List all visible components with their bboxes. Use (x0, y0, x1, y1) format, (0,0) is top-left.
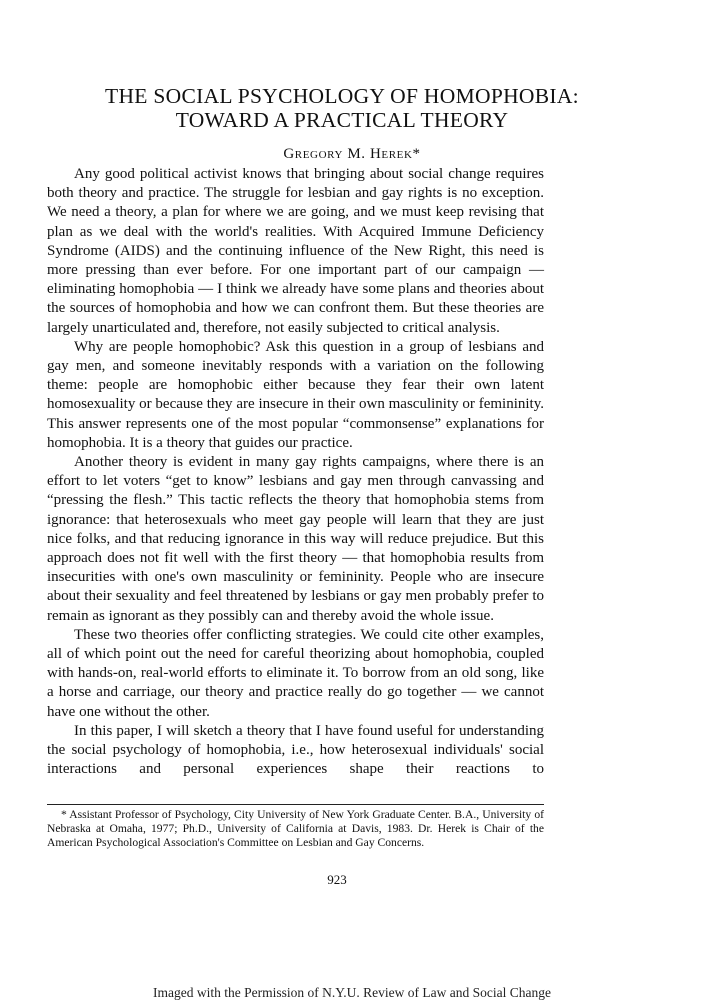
paragraph-4: These two theories offer conflicting strategies. We could cite other examples, all of which point out the need for careful theorizing about homophobia, coupled with hands-on, real-world efforts to eliminate it. To borrow from an old song, like a horse and carriage, our theory and practice really do go together — we cannot have one without the other. (47, 626, 544, 720)
author-footnote: * Assistant Professor of Psychology, City University of New York Graduate Center. B.A., University of Nebraska at Omaha, 1977; Ph.D., University of California at Davis, 1983. Dr. Herek is Chair of the American Psychological Association's Committee on Lesbian and Gay Concerns. (47, 808, 544, 850)
paragraph-1: Any good political activist knows that bringing about social change requires both theory and practice. The struggle for lesbian and gay rights is no exception. We need a theory, a plan for where we are going, and we must keep revising that plan as we deal with the world's realities. With Acquired Immune Deficiency Syndrome (AIDS) and the continuing influence of the New Right, this need is more pressing than ever before. For one important part of our campaign — eliminating homophobia — I think we already have some plans and theories about the sources of homophobia and how we can confront them. But these theories are largely unarticulated and, therefore, not easily subjected to critical analysis. (47, 166, 544, 336)
footnote-divider (47, 804, 544, 805)
article-title-line-2: TOWARD A PRACTICAL THEORY (175, 108, 509, 132)
author-name: Gregory M. Herek* (283, 146, 421, 162)
permission-notice: Imaged with the Permission of N.Y.U. Review of Law and Social Change (153, 985, 551, 1000)
paragraph-2: Why are people homophobic? Ask this question in a group of lesbians and gay men, and someone inevitably responds with a variation on the following theme: people are homophobic either because they fear their own latent homosexuality or because they are insecure in their own masculinity or femininity. This answer represents one of the most popular “commonsense” explanations for homophobia. It is a theory that guides our practice. (47, 338, 544, 451)
page-number (0, 872, 704, 888)
article-title-line-1: THE SOCIAL PSYCHOLOGY OF HOMOPHOBIA: (105, 84, 579, 108)
paragraph-3: Another theory is evident in many gay rights campaigns, where there is an effort to let voters “get to know” lesbians and gay men through canvassing and “pressing the flesh.” This tactic reflects the theory that homophobia stems from ignorance: that heterosexuals who meet gay people will learn that they are just nice folks, and that reducing ignorance in this way will reduce prejudice. But this approach does not fit well with the first theory — that homophobia results from insecurities with one's own masculinity or femininity. People who are insecure about their sexuality and feel threatened by lesbians or gay men probably prefer to remain as ignorant as they possibly can and thereby avoid the whole issue. (47, 454, 544, 624)
paragraph-5: In this paper, I will sketch a theory that I have found useful for understanding the social psychology of homophobia, i.e., how heterosexual individuals' social interactions and personal experiences shape their reactions to (47, 722, 544, 778)
article-body (47, 165, 544, 780)
page-number-text: 923 (327, 872, 347, 887)
